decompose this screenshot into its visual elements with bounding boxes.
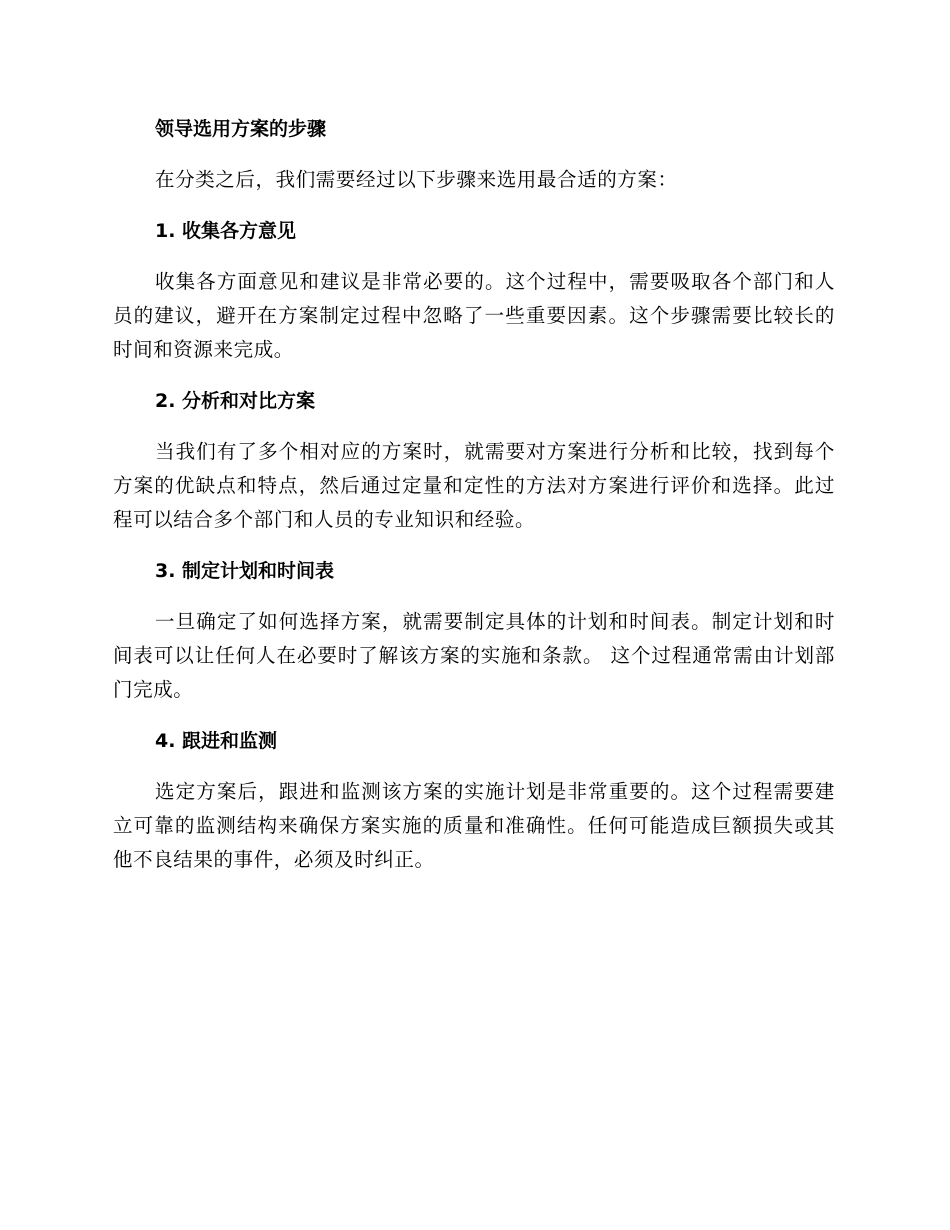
step-1-body: 收集各方面意见和建议是非常必要的。这个过程中，需要吸取各个部门和人员的建议，避开在方案制定过程中忽略了一些重要因素。这个步骤需要比较长的时间和资源来完成。: [113, 270, 835, 361]
step-2-body: 当我们有了多个相对应的方案时，就需要对方案进行分析和比较，找到每个方案的优缺点和特点，然后通过定量和定性的方法对方案进行评价和选择。此过程可以结合多个部门和人员的专业知识和经验。: [113, 440, 835, 531]
step-3-body: 一旦确定了如何选择方案，就需要制定具体的计划和时间表。制定计划和时间表可以让任何人在必要时了解该方案的实施和条款。 这个过程通常需由计划部门完成。: [113, 610, 835, 701]
step-1-heading: 1. 收集各方意见: [155, 220, 297, 242]
document-title: 领导选用方案的步骤: [155, 118, 327, 140]
step-2-heading: 2. 分析和对比方案: [155, 390, 316, 412]
step-4-heading: 4. 跟进和监测: [155, 730, 278, 752]
step-4-body: 选定方案后，跟进和监测该方案的实施计划是非常重要的。这个过程需要建立可靠的监测结构来确保方案实施的质量和准确性。任何可能造成巨额损失或其他不良结果的事件，必须及时纠正。: [113, 780, 835, 871]
document-page: [113, 112, 835, 894]
intro-paragraph: 在分类之后，我们需要经过以下步骤来选用最合适的方案：: [155, 168, 678, 191]
step-3-heading: 3. 制定计划和时间表: [155, 560, 335, 582]
